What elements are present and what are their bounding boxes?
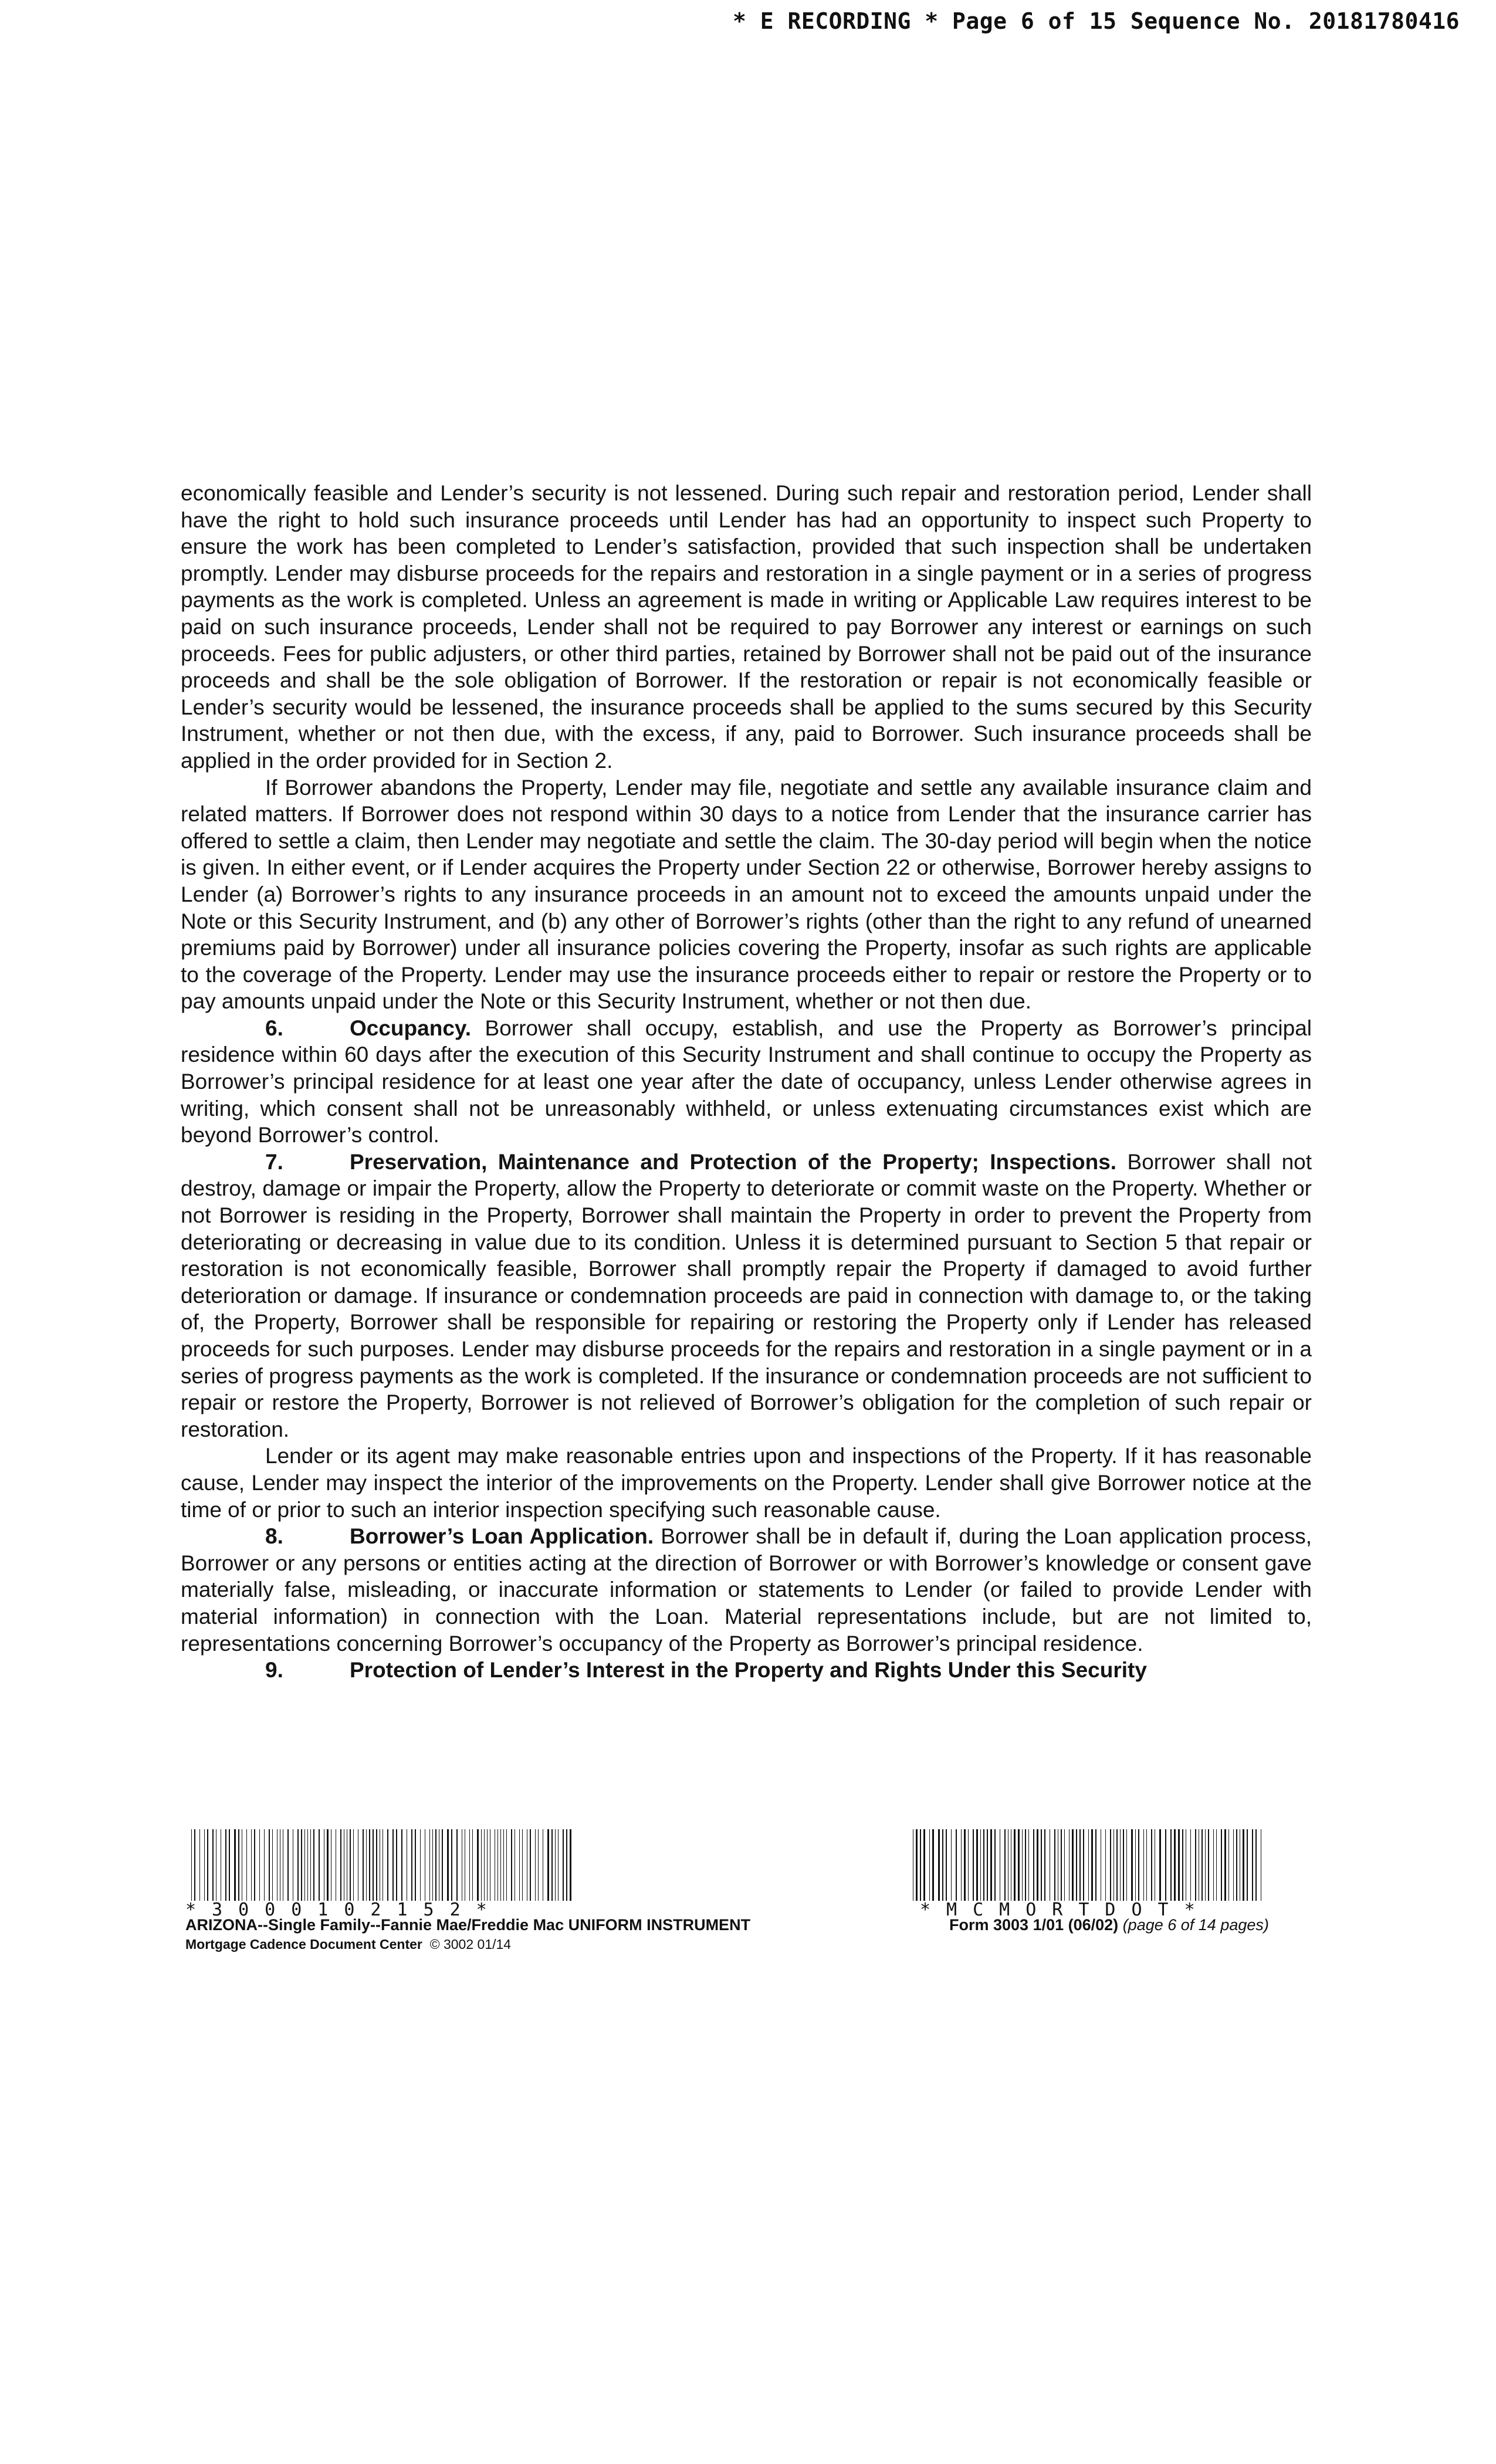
barcode-bar <box>199 1829 200 1901</box>
section-9-heading: Protection of Lender’s Interest in the Property and Rights Under this Security <box>350 1658 1147 1683</box>
barcode-bar <box>319 1829 320 1901</box>
barcode-bar <box>1120 1829 1121 1901</box>
barcode-bar <box>530 1829 531 1901</box>
barcode-bar <box>442 1829 443 1901</box>
barcode-bar <box>1105 1829 1106 1901</box>
barcode-bar <box>942 1829 944 1901</box>
footer-state-form: ARIZONA--Single Family--Fannie Mae/Freddie Mac UNIFORM INSTRUMENT <box>185 1916 751 1934</box>
barcode-bar <box>1138 1829 1139 1901</box>
barcode-bar <box>350 1829 351 1901</box>
barcode-bar <box>570 1829 571 1901</box>
section-8-text: Borrower shall be in default if, during the Loan application process, Borrower or any persons or entities acting at the direction of Borrower or with Borrower’s knowledge or consent gave materially false, misleading, or inaccurate information or statements to Lender (or failed to provide Lender with material information) in connection with the Loan. Material representations include, but are not limited to, representations concerning Borrower’s occupancy of the Property as Borrower’s principal residence. <box>181 1524 1312 1656</box>
barcode-bar <box>1083 1829 1084 1901</box>
barcode-bar <box>1091 1829 1093 1901</box>
footer-copyright: © 3002 01/14 <box>429 1937 512 1952</box>
barcode-bar <box>401 1829 402 1901</box>
barcode-bar <box>1205 1829 1206 1901</box>
barcode-bar <box>916 1829 918 1901</box>
barcode-bar <box>487 1829 488 1901</box>
barcode-bar <box>1004 1829 1005 1901</box>
barcode-bar <box>191 1829 192 1901</box>
barcode-bar <box>1064 1829 1065 1901</box>
barcode-bar <box>547 1829 549 1901</box>
barcode-bar <box>297 1829 299 1901</box>
barcode-bar <box>983 1829 984 1901</box>
barcode-bar <box>968 1829 969 1901</box>
barcode-bar <box>301 1829 302 1901</box>
barcode-bar <box>1213 1829 1214 1901</box>
barcode-bar <box>1033 1829 1034 1901</box>
barcode-bar <box>951 1829 952 1901</box>
barcode-bar <box>994 1829 995 1901</box>
barcode-bar <box>392 1829 394 1901</box>
section-8-heading: Borrower’s Loan Application. <box>350 1524 654 1549</box>
barcode-bar <box>1014 1829 1016 1901</box>
barcode-bar <box>287 1829 289 1901</box>
barcode-bar <box>522 1829 523 1901</box>
barcode-bar <box>484 1829 485 1901</box>
barcode-bar <box>1216 1829 1217 1901</box>
barcode-bar <box>1224 1829 1226 1901</box>
barcode-bar <box>429 1829 430 1901</box>
barcode-bar <box>1044 1829 1045 1901</box>
barcode-bar <box>1041 1829 1043 1901</box>
paragraph-inspections: Lender or its agent may make reasonable entries upon and inspections of the Property. If it has reasonable cause, Lender may inspect the interior of the improvements on the Property. Lender shall give Borrower notice at the time of or prior to such an interior inspection specifying such reasonable cause. <box>181 1444 1312 1522</box>
recording-header: * E RECORDING * Page 6 of 15 Sequence No. 20181780416 <box>732 8 1460 34</box>
barcode-bar <box>1178 1829 1180 1901</box>
barcode-bar <box>225 1829 226 1901</box>
section-9-number: 9. <box>265 1658 283 1683</box>
barcode-bar <box>353 1829 354 1901</box>
barcode-bar <box>432 1829 433 1901</box>
barcode-bar <box>451 1829 452 1901</box>
barcode-bar <box>472 1829 473 1901</box>
barcode-bar <box>254 1829 255 1901</box>
section-6-text: Borrower shall occupy, establish, and use the Property as Borrower’s principal residence within 60 days after the execution of this Security Instrument and shall continue to occupy the Property as Borrower’s principal residence for at least one year after the date of occupancy, unless Lender otherwise agrees in writing, which consent shall not be unreasonably withheld, or unless extenuating circumstances exist which are beyond Borrower’s control. <box>181 1016 1312 1148</box>
barcode-bar <box>1255 1829 1256 1901</box>
barcode-bar <box>1174 1829 1176 1901</box>
barcode-bar <box>1028 1829 1029 1901</box>
barcode-bar <box>987 1829 989 1901</box>
barcode-bar <box>1135 1829 1136 1901</box>
barcode-left-text: *3000102152* <box>185 1900 503 1920</box>
barcode-bar <box>500 1829 501 1901</box>
barcode-bar <box>369 1829 370 1901</box>
barcode-bar <box>1110 1829 1111 1901</box>
barcode-bar <box>469 1829 470 1901</box>
barcode-bar <box>1131 1829 1133 1901</box>
barcode-right-text: *MCMORTDOT* <box>920 1900 1211 1920</box>
barcode-bar <box>938 1829 940 1901</box>
footer-form-id: Form 3003 1/01 (06/02) <box>949 1916 1119 1934</box>
barcode-bar <box>376 1829 377 1901</box>
barcode-bar <box>1233 1829 1234 1901</box>
barcode-bar <box>497 1829 498 1901</box>
barcode-bar <box>259 1829 260 1901</box>
barcode-bar <box>1037 1829 1038 1901</box>
barcode-bar <box>477 1829 478 1901</box>
section-7-preservation <box>181 1149 1312 1443</box>
barcode-bar <box>1195 1829 1196 1901</box>
barcode-bar <box>1243 1829 1244 1901</box>
paragraph-abandonment: If Borrower abandons the Property, Lender may file, negotiate and settle any available insurance claim and related matters. If Borrower does not respond within 30 days to a notice from Lender that the insurance carrier has offered to settle a claim, then Lender may negotiate and settle the claim. The 30-day period will begin when the notice is given. In either event, or if Lender acquires the Property under Section 22 or otherwise, Borrower hereby assigns to Lender (a) Borrower’s rights to any insurance proceeds in an amount not to exceed the amounts unpaid under the Note or this Security Instrument, and (b) any other of Borrower’s rights (other than the right to any refund of unearned premiums paid by Borrower) under all insurance policies covering the Property, insofar as such rights are applicable to the coverage of the Property. Lender may use the insurance proceeds either to repair or restore the Property or to pay amounts unpaid under the Note or this Security Instrument, whether or not then due. <box>181 775 1312 1014</box>
barcode-left-image <box>191 1829 574 1901</box>
barcode-bar <box>1201 1829 1202 1901</box>
barcode-bar <box>420 1829 421 1901</box>
barcode-bar <box>1072 1829 1074 1901</box>
barcode-bar <box>1018 1829 1020 1901</box>
barcode-bar <box>1054 1829 1055 1901</box>
barcode-bar <box>1079 1829 1081 1901</box>
barcode-bar <box>1170 1829 1172 1901</box>
barcode-bar <box>264 1829 265 1901</box>
barcode-bar <box>238 1829 239 1901</box>
barcode-bar <box>1165 1829 1166 1901</box>
barcode-bar <box>435 1829 436 1901</box>
barcode-bar <box>1182 1829 1183 1901</box>
footer-page-count: (page 6 of 14 pages) <box>1122 1916 1269 1934</box>
section-7-text: Borrower shall not destroy, damage or impair the Property, allow the Property to deteriorate or commit waste on the Property. Whether or not Borrower is residing in the Property, Borrower shall maintain the Property in order to prevent the Property from deteriorating or decreasing in value due to its condition. Unless it is determined pursuant to Section 5 that repair or restoration is not economically feasible, Borrower shall promptly repair the Property if damaged to avoid further deterioration or damage. If insurance or condemnation proceeds are paid in connection with damage to, or the taking of, the Property, Borrower shall be responsible for repairing or restoring the Property only if Lender has released proceeds for such purposes. Lender may disburse proceeds for the repairs and restoration in a single payment or in a series of progress payments as the work is completed. If the insurance or condemnation proceeds are not sufficient to repair or restore the Property, Borrower is not relieved of Borrower’s obligation for the completion of such repair or restoration. <box>181 1149 1312 1441</box>
barcode-bar <box>964 1829 966 1901</box>
barcode-bar <box>1022 1829 1023 1901</box>
barcode-bar <box>980 1829 981 1901</box>
section-6-number: 6. <box>265 1016 283 1040</box>
section-6-heading: Occupancy. <box>350 1016 472 1040</box>
barcode-bar <box>307 1829 308 1901</box>
footer-doc-center-line <box>185 1935 750 1954</box>
barcode-bar <box>503 1829 504 1901</box>
barcode-bar <box>1076 1829 1077 1901</box>
barcode-bar <box>929 1829 930 1901</box>
barcode-bar <box>272 1829 273 1901</box>
barcode-bar <box>251 1829 252 1901</box>
section-7-heading: Preservation, Maintenance and Protection of the Property; Inspections. <box>350 1149 1117 1174</box>
barcode-bar <box>373 1829 374 1901</box>
barcode-bar <box>563 1829 564 1901</box>
barcode-bar <box>481 1829 482 1901</box>
barcode-bar <box>340 1829 341 1901</box>
barcode-bar <box>1126 1829 1127 1901</box>
barcode-bar <box>313 1829 314 1901</box>
barcode-bar <box>310 1829 311 1901</box>
barcode-bar <box>411 1829 412 1901</box>
barcode-bar <box>551 1829 553 1901</box>
barcode-bar <box>207 1829 208 1901</box>
barcode-bar <box>234 1829 235 1901</box>
section-9-protection <box>181 1657 1312 1684</box>
footer-right <box>949 1915 1269 1935</box>
barcode-bar <box>506 1829 507 1901</box>
footer-document-center: Mortgage Cadence Document Center <box>185 1937 422 1952</box>
barcode-bar <box>961 1829 962 1901</box>
barcode-bar <box>327 1829 328 1901</box>
document-body <box>181 480 1312 1684</box>
barcode-bar <box>1252 1829 1254 1901</box>
barcode-bar <box>396 1829 397 1901</box>
barcode-bar <box>1095 1829 1096 1901</box>
barcode-bar <box>1088 1829 1089 1901</box>
barcode-bar <box>519 1829 520 1901</box>
barcode-bar <box>1190 1829 1191 1901</box>
barcode-bar <box>535 1829 536 1901</box>
barcode-bar <box>990 1829 992 1901</box>
barcode-bar <box>555 1829 556 1901</box>
barcode-bar <box>1208 1829 1209 1901</box>
barcode-bar <box>1228 1829 1229 1901</box>
barcode-bar <box>366 1829 367 1901</box>
barcode-bar <box>1236 1829 1237 1901</box>
section-8-number: 8. <box>265 1524 283 1549</box>
section-8-loan-application <box>181 1523 1312 1657</box>
barcode-right-image <box>913 1829 1264 1901</box>
barcode-bar <box>1113 1829 1114 1901</box>
barcode-bar <box>976 1829 978 1901</box>
barcode-bar <box>566 1829 567 1901</box>
section-6-occupancy <box>181 1015 1312 1149</box>
barcode-bar <box>194 1829 195 1901</box>
barcode-bar <box>511 1829 512 1901</box>
barcode-bar <box>538 1829 539 1901</box>
barcode-bar <box>304 1829 305 1901</box>
barcode-bar <box>1159 1829 1161 1901</box>
barcode-bar <box>558 1829 559 1901</box>
barcode-bar <box>204 1829 205 1901</box>
barcode-bar <box>923 1829 925 1901</box>
barcode-bar <box>246 1829 247 1901</box>
section-7-number: 7. <box>265 1149 283 1174</box>
barcode-bar <box>1143 1829 1144 1901</box>
footer-left <box>185 1915 750 1954</box>
barcode-bar <box>387 1829 388 1901</box>
barcode-bar <box>229 1829 230 1901</box>
barcode-bar <box>447 1829 448 1901</box>
barcode-bar <box>1151 1829 1152 1901</box>
barcode-bar <box>456 1829 458 1901</box>
barcode-bar <box>1116 1829 1117 1901</box>
barcode-bar <box>1146 1829 1147 1901</box>
paragraph-insurance-restoration: economically feasible and Lender’s security is not lessened. During such repair and restoration period, Lender shall have the right to hold such insurance proceeds until Lender has had an opportunity to inspect such Property to ensure the work has been completed to Lender’s satisfaction, provided that such inspection shall be undertaken promptly. Lender may disburse proceeds for the repairs and restoration in a single payment or in a series of progress payments as the work is completed. Unless an agreement is made in writing or Applicable Law requires interest to be paid on such insurance proceeds, Lender shall not be required to pay Borrower any interest or earnings on such proceeds. Fees for public adjusters, or other third parties, retained by Borrower shall not be paid out of the insurance proceeds and shall be the sole obligation of Borrower. If the restoration or repair is not economically feasible or Lender’s security would be lessened, the insurance proceeds shall be applied to the sums secured by this Security Instrument, whether or not then due, with the excess, if any, paid to Borrower. Such insurance proceeds shall be applied in the order provided for in Section 2. <box>181 481 1312 773</box>
barcode-bar <box>932 1829 934 1901</box>
barcode-bar <box>212 1829 214 1901</box>
